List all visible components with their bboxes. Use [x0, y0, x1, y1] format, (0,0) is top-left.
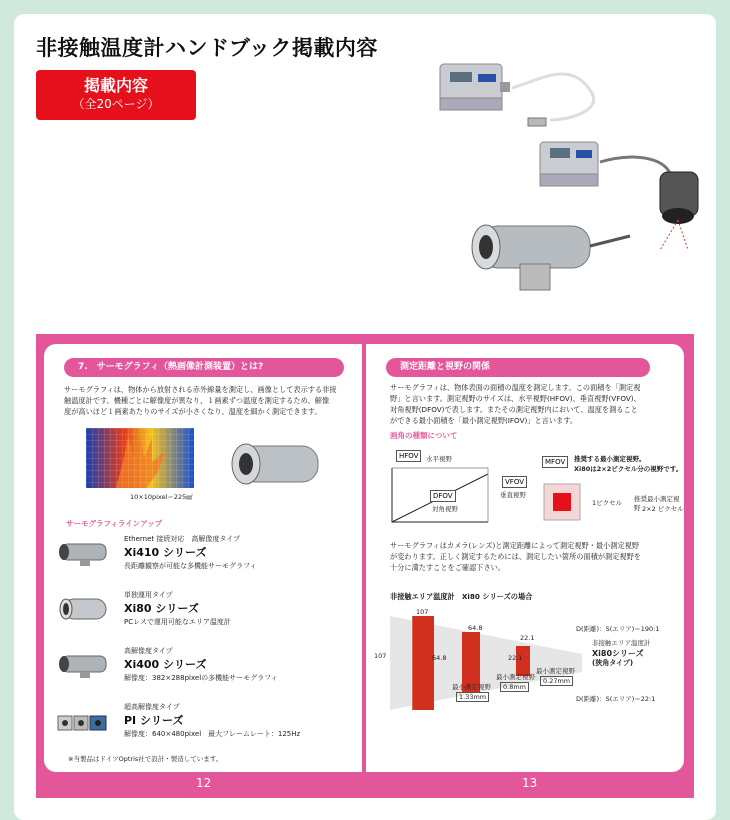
intro-line: サーモグラフィは、物体から放射される赤外線量を測定し、画像として表示する非接 [64, 385, 337, 394]
pi-series-image [56, 706, 110, 736]
product-name: Xi80シリーズ [592, 649, 644, 658]
min-fov-value: 1.33mm [456, 692, 489, 702]
pixel-caption: 10×10pixel＝225㎟ [130, 493, 193, 501]
min-fov-label: 最小測定視野 [536, 667, 575, 675]
intro-line: ができる最小面積を「最小測定視野(IFOV)」と言います。 [390, 416, 578, 425]
intro-line: 触温度計です。機種ごとに解像度が異なり、１画素ずつ温度を測定するため、解像 [64, 396, 330, 405]
controller-box-image [540, 142, 598, 186]
recommended-label: 推奨最小測定視野 [634, 495, 680, 512]
hfov-label: HFOV [396, 450, 421, 462]
badge-pages: （全20ページ） [72, 97, 160, 111]
badge-label: 掲載内容 [83, 76, 148, 95]
page-title: 非接触温度計ハンドブック掲載内容 [36, 36, 378, 60]
lineup-heading: サーモグラフィラインアップ [66, 519, 163, 528]
lineup-type: 単独運用タイプ [124, 591, 173, 599]
lineup-type: 高解像度タイプ [124, 647, 173, 655]
lineup-desc: 解像度：382×288pixelの多機能サーモグラフィ [124, 674, 278, 682]
product-variant: (狭角タイプ) [592, 659, 634, 667]
fov-types-heading: 画角の種類について [390, 431, 458, 440]
mfov-pixel-diagram [542, 482, 582, 522]
page-number-right: 13 [522, 776, 538, 790]
xi410-image [56, 538, 110, 568]
page-number-left: 12 [196, 776, 212, 790]
chart-heading: 非接触エリア温度計 Xi80 シリーズの場合 [390, 592, 533, 601]
lineup-desc: 長距離観察が可能な多機能サーモグラフィ [124, 562, 257, 570]
min-fov-label: 最小測定視野 [452, 683, 491, 691]
camera-image [222, 436, 322, 492]
page-13 [366, 344, 684, 772]
content-badge [36, 70, 196, 120]
fov-intro [390, 382, 680, 426]
area-bar [412, 616, 434, 710]
footnote: ※当製品はドイツOptris社で設計・製造しています。 [68, 755, 223, 763]
lineup-name: PI シリーズ [124, 714, 184, 727]
para-line: 十分に満たすことをご確認下さい。 [390, 563, 506, 572]
section-heading-fov: 測定距離と視野の関係 [386, 358, 650, 377]
vfov-label: VFOV [502, 476, 527, 488]
mfov-label: MFOV [542, 456, 568, 468]
vfov-jp: 垂直視野 [500, 491, 526, 499]
page-12 [44, 344, 362, 772]
lineup-name: Xi400 シリーズ [124, 658, 207, 671]
xi80-image [56, 594, 110, 624]
size-label: 22.1 [520, 634, 535, 642]
min-fov-value: 0.27mm [540, 676, 573, 686]
lineup-item [54, 534, 354, 578]
mfov-desc: 推奨する最小測定視野。 [574, 455, 646, 463]
min-fov-value: 0.8mm [500, 682, 529, 692]
lineup-desc: 解像度：640×480pixel 最大フレームレート：125Hz [124, 730, 301, 738]
size-label: 22.1 [508, 654, 523, 662]
product-photos [420, 50, 720, 310]
product-label: 非接触エリア温度計 [592, 639, 651, 647]
one-pixel-label: 1ピクセル [592, 499, 623, 507]
size-label: 107 [416, 608, 429, 616]
xi400-image [56, 650, 110, 680]
thermography-intro [64, 384, 354, 417]
lineup-item [54, 646, 354, 690]
sensor-head-image [660, 172, 698, 250]
lineup-type: 超高解像度タイプ [124, 703, 180, 711]
para-line: サーモグラフィはカメラ(レンズ)と測定距離によって測定視野・最小測定視野 [390, 541, 640, 550]
intro-line: 度が高いほど１画素あたりのサイズが小さくなり、温度を細かく測定できます。 [64, 407, 322, 416]
thermal-pixel-image [86, 428, 194, 488]
size-label: 107 [374, 652, 387, 660]
handbook-spread [36, 334, 694, 798]
min-fov-label: 最小測定視野 [496, 673, 535, 681]
lineup-type: Ethernet 接続対応 高解像度タイプ [124, 535, 241, 543]
lineup-name: Xi410 シリーズ [124, 546, 207, 559]
recommended-size: 2×2 ピクセル [642, 505, 684, 513]
lineup-item [54, 702, 354, 746]
ratio-label: D(距離)：S(エリア)＝190:1 [576, 625, 660, 633]
controller-box-image [440, 64, 510, 110]
para-line: が変わります。正しく測定するためには、測定したい箇所の面積が測定視野を [390, 552, 641, 561]
infrared-camera-image [472, 225, 630, 290]
lineup-name: Xi80 シリーズ [124, 602, 199, 615]
intro-line: 対角視野(DFOV)で表します。またその測定視野内において、温度を測ること [390, 405, 638, 414]
lineup-desc: PCレスで運用可能なエリア温度計 [124, 618, 231, 626]
dfov-label: DFOV [430, 490, 456, 502]
section-heading-thermography: 7. サーモグラフィ（熱画像計測装置）とは? [64, 358, 344, 377]
dfov-jp: 対角視野 [432, 505, 458, 513]
ratio-label: D(距離)：S(エリア)＝22:1 [576, 695, 656, 703]
intro-line: サーモグラフィは、物体表面の面積の温度を測定します。この面積を「測定視 [390, 383, 641, 392]
measurement-paragraph [390, 540, 680, 573]
lineup-item [54, 590, 354, 634]
size-label: 64.8 [432, 654, 447, 662]
size-label: 64.8 [468, 624, 483, 632]
intro-line: 野」と言います。測定視野のサイズは、水平視野(HFOV)、垂直視野(VFOV)、 [390, 394, 641, 403]
mfov-desc: Xi80は2×2ピクセル分の視野です。 [574, 465, 683, 473]
hfov-jp: 水平視野 [426, 455, 452, 463]
